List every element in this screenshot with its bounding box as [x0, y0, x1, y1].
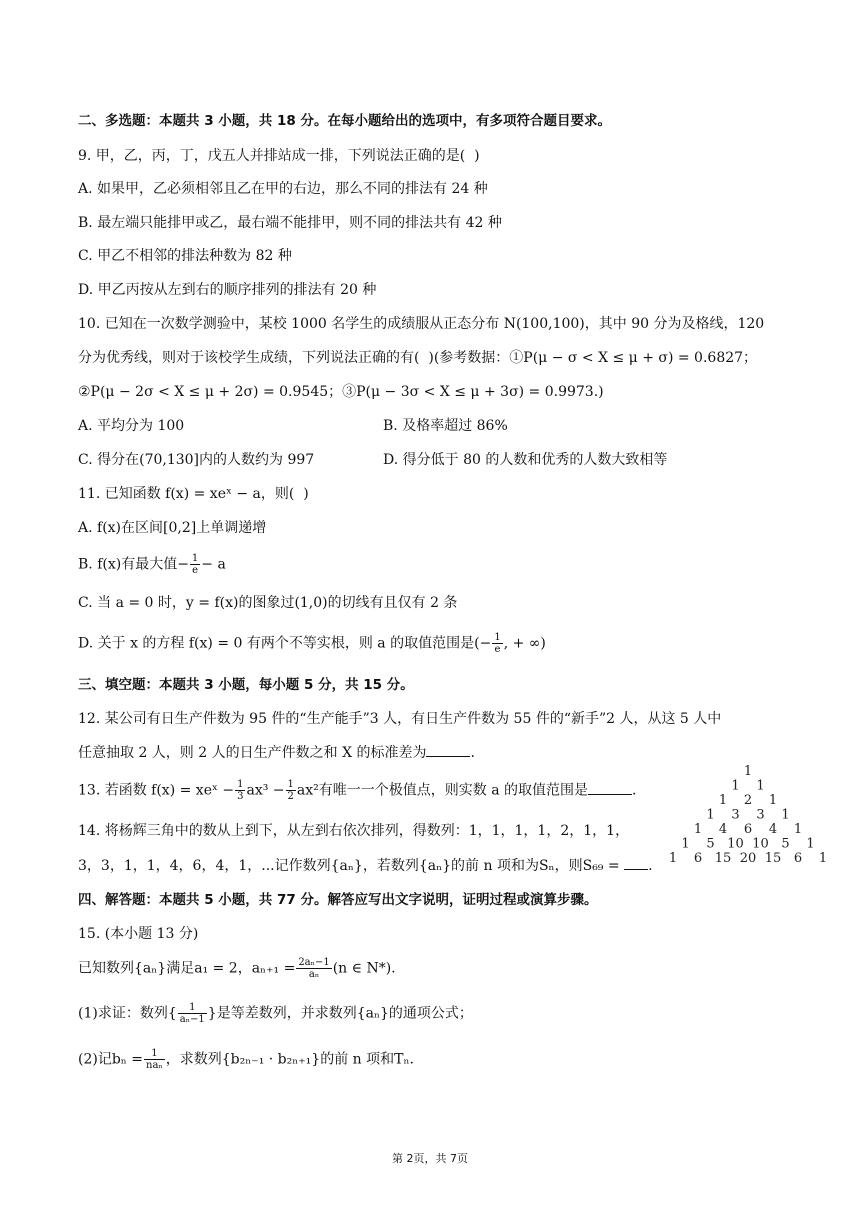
pascal-number: 2 [743, 793, 753, 808]
q14-line-1: 14. 将杨辉三角中的数从上到下，从左到右依次排列，得数列：1，1，1，1，2，1，1， [78, 823, 630, 839]
pascal-number: 6 [743, 822, 753, 837]
pascal-number: 4 [768, 822, 778, 837]
q13-prefix: 13. 若函数 f(x) = xeˣ − [78, 782, 235, 799]
pascal-number: 1 [743, 765, 753, 779]
pascal-number: 1 [693, 822, 703, 837]
pascal-number: 10 [727, 836, 744, 852]
q15-p1-suffix: }是等差数列，并求数列{aₙ}的通项公式； [207, 1005, 473, 1022]
pascal-number: 1 [681, 836, 690, 852]
q13-fraction-1 [235, 779, 245, 802]
pascal-number: 1 [756, 778, 765, 794]
q11-b-prefix: B. f(x)有最大值− [78, 556, 189, 573]
q11-option-b [78, 553, 226, 576]
pascal-number: 20 [739, 851, 757, 866]
q11-d-prefix: D. 关于 x 的方程 f(x) = 0 有两个不等实根，则 a 的取值范围是(− [78, 635, 492, 652]
pascal-number: 5 [781, 836, 790, 852]
q15-p1-fraction [178, 1002, 207, 1025]
pascal-number: 10 [752, 836, 769, 852]
q15-title: 15. (本小题 13 分) [78, 926, 199, 942]
pascal-triangle-figure [668, 765, 838, 875]
q9-option-d: D. 甲乙丙按从左到右的顺序排列的排法有 20 种 [78, 282, 377, 298]
pascal-number: 3 [756, 807, 765, 823]
q15-p1-den: aₙ−1 [179, 1014, 205, 1025]
pascal-number: 3 [731, 807, 740, 823]
q13-f1-den: 3 [237, 791, 244, 802]
q12-line-2: 任意抽取 2 人，则 2 人的日生产件数之和 X 的标准差为 . [78, 742, 475, 764]
q13-suffix: ax²有唯一一个极值点，则实数 a 的取值范围是 [296, 782, 588, 799]
q10-line-3: ②P(μ − 2σ < X ≤ μ + 2σ) = 0.9545；③P(μ − 3σ < X ≤ μ + 3σ) = 0.9973.) [78, 384, 604, 400]
q13-f1-num: 1 [237, 779, 244, 790]
q12-line-1: 12. 某公司有日生产件数为 95 件的“生产能手”3 人，有日生产件数为 55 件的“新手”2 人，从这 5 人中 [78, 711, 722, 727]
q11-d-num: 1 [494, 632, 501, 643]
q9-option-a: A. 如果甲，乙必须相邻且乙在甲的右边，那么不同的排法有 24 种 [78, 181, 488, 197]
pascal-number: 1 [731, 778, 740, 794]
q11-b-den: e [192, 565, 199, 576]
q10-option-c: C. 得分在(70,130]内的人数约为 997 [78, 452, 315, 468]
q15-given-suffix: (n ∈ N*). [332, 960, 396, 977]
q12-text: 任意抽取 2 人，则 2 人的日生产件数之和 X 的标准差为 [78, 745, 427, 761]
q10-line-2: 分为优秀线，则对于该校学生成绩，下列说法正确的有( )(参考数据：①P(μ − σ < X ≤ μ + σ) = 0.6827； [78, 350, 758, 366]
pascal-number: 15 [764, 851, 782, 866]
q13-answer-blank [588, 780, 632, 795]
q13-f2-num: 1 [287, 779, 294, 790]
q15-given-num: 2aₙ−1 [298, 957, 330, 968]
q9-stem: 9. 甲，乙，丙，丁，戊五人并排站成一排，下列说法正确的是( ) [78, 148, 480, 164]
q14-text: 3，3，1，1，4，6，4，1，...记作数列{aₙ}，若数列{aₙ}的前 n 项和为Sₙ，则S₆₉ = [78, 858, 620, 874]
q12-answer-blank [426, 742, 470, 757]
q15-p2-prefix: (2)记bₙ = [78, 1051, 144, 1068]
pascal-number: 15 [714, 851, 732, 866]
q9-option-c: C. 甲乙不相邻的排法种数为 82 种 [78, 248, 292, 264]
pascal-number: 1 [781, 807, 790, 823]
q15-given [78, 957, 396, 980]
q11-d-den: e [494, 644, 501, 655]
q15-p2-den: naₙ [146, 1060, 163, 1071]
q15-given-den: aₙ [308, 969, 320, 980]
q10-line-1: 10. 已知在一次数学测验中，某校 1000 名学生的成绩服从正态分布 N(100,100)，其中 90 分为及格线，120 [78, 316, 765, 332]
q11-d-fraction [492, 632, 502, 655]
pascal-number: 1 [668, 851, 678, 866]
q11-b-num: 1 [191, 553, 199, 564]
q11-option-d [78, 632, 546, 655]
pascal-number: 6 [793, 851, 803, 866]
q13-line: 13. 若函数 f(x) = xeˣ − $\frac{1}{3}$ ax³ − $\frac{1}{2}$ ax²有唯一一个极值点，则实数 a 的取值范围是 . [78, 779, 637, 802]
q11-option-a: A. f(x)在区间[0,2]上单调递增 [78, 520, 267, 536]
pascal-number: 1 [806, 836, 815, 852]
pascal-number: 5 [706, 836, 715, 852]
pascal-number: 1 [706, 807, 715, 823]
q11-option-c: C. 当 a = 0 时，y = f(x)的图象过(1,0)的切线有且仅有 2 条 [78, 595, 458, 611]
pascal-number: 4 [718, 822, 728, 837]
q13-f2-den: 2 [287, 791, 294, 802]
q10-option-b: B. 及格率超过 86% [383, 418, 508, 434]
q10-option-d: D. 得分低于 80 的人数和优秀的人数大致相等 [383, 452, 668, 468]
q15-given-prefix: 已知数列{aₙ}满足a₁ = 2，aₙ₊₁ = [78, 960, 296, 977]
q15-given-fraction [296, 957, 331, 980]
pascal-number: 1 [818, 851, 828, 866]
q14-line-2: 3，3，1，1，4，6，4，1，...记作数列{aₙ}，若数列{aₙ}的前 n 项和为Sₙ，则S₆₉ = . [78, 855, 653, 877]
q15-p1-prefix: (1)求证：数列{ [78, 1005, 177, 1022]
q15-p2-fraction [144, 1048, 165, 1071]
pascal-number: 6 [693, 851, 703, 866]
section-3-header: 三、填空题：本题共 3 小题，每小题 5 分，共 15 分。 [78, 677, 414, 693]
q15-part-1 [78, 1002, 473, 1025]
pascal-number: 1 [768, 793, 778, 808]
q11-b-fraction [190, 553, 200, 576]
q10-option-a: A. 平均分为 100 [78, 418, 185, 434]
q11-stem: 11. 已知函数 f(x) = xeˣ − a，则( ) [78, 486, 309, 502]
section-2-header: 二、多选题：本题共 3 小题，共 18 分。在每小题给出的选项中，有多项符合题目要求。 [78, 113, 611, 129]
page-footer: 第 2页，共 7页 [392, 1152, 468, 1165]
q15-p1-num: 1 [178, 1002, 207, 1014]
pascal-number: 1 [718, 793, 728, 808]
q14-answer-blank [624, 855, 648, 870]
q9-option-b: B. 最左端只能排甲或乙，最右端不能排甲，则不同的排法共有 42 种 [78, 215, 502, 231]
q13-fraction-2 [286, 779, 296, 802]
q11-b-suffix: − a [201, 556, 226, 573]
section-4-header: 四、解答题：本题共 5 小题，共 77 分。解答应写出文字说明，证明过程或演算步骤。 [78, 892, 598, 908]
q11-d-suffix: , + ∞) [503, 635, 546, 652]
q15-p2-num: 1 [144, 1048, 165, 1060]
q15-part-2 [78, 1048, 414, 1071]
q13-middle: ax³ − [246, 782, 285, 799]
pascal-number: 1 [793, 822, 803, 837]
q15-p2-suffix: ，求数列{b₂ₙ₋₁ · b₂ₙ₊₁}的前 n 项和Tₙ. [165, 1051, 414, 1068]
